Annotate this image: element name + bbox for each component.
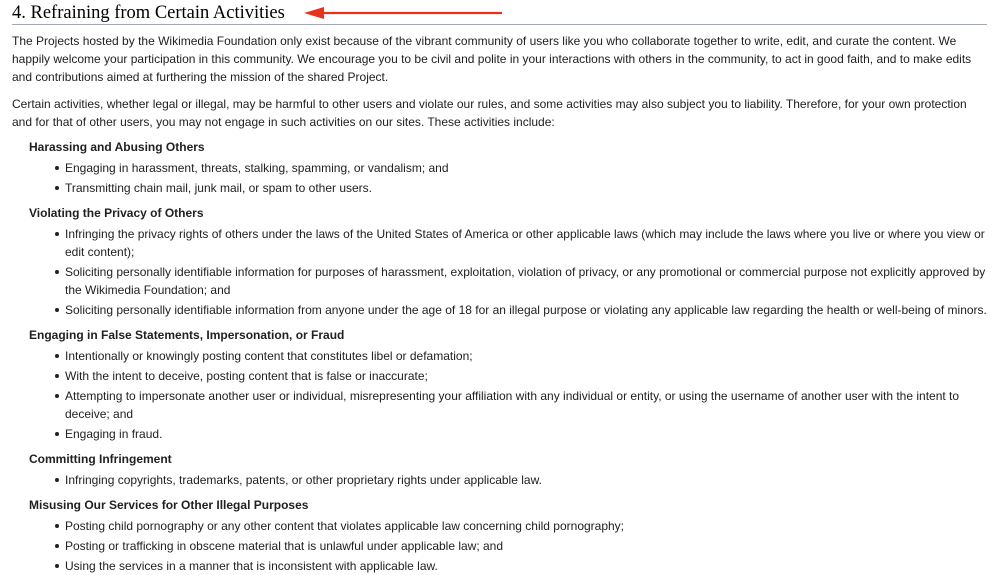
list-item: Posting child pornography or any other content that violates applicable law concerning child pornography; — [65, 517, 987, 535]
heading-divider — [12, 24, 987, 25]
bullet-list — [12, 471, 987, 489]
list-item: Soliciting personally identifiable information from anyone under the age of 18 for an illegal purpose or violating any applicable law regarding the health or well-being of minors. — [65, 303, 987, 317]
section-title: Harassing and Abusing Others — [29, 140, 205, 154]
list-item: Posting or trafficking in obscene material that is unlawful under applicable law; and — [65, 537, 987, 555]
list-item: Infringing copyrights, trademarks, patents, or other proprietary rights under applicable law. — [65, 471, 987, 489]
section-heading: 4. Refraining from Certain Activities — [12, 3, 285, 23]
section-harassing — [12, 138, 987, 197]
arrow-head — [304, 7, 324, 19]
section-heading-row — [12, 0, 987, 27]
section-title: Engaging in False Statements, Impersonation, or Fraud — [29, 328, 345, 342]
bullet-list — [12, 159, 987, 197]
list-item: Infringing the privacy rights of others under the laws of the United States of America or other applicable laws (which may include the laws where you live or where you view or edit content); — [65, 225, 987, 261]
arrow-left-icon — [304, 3, 504, 23]
bullet-list — [12, 517, 987, 575]
list-item: Soliciting personally identifiable information for purposes of harassment, exploitation, violation of privacy, or any promotional or commercial purpose not explicitly approved by the Wikimedia Foundation; and — [65, 265, 986, 297]
section-false-statements — [12, 326, 987, 443]
section-infringement — [12, 450, 987, 489]
list-item: With the intent to deceive, posting content that is false or inaccurate; — [65, 367, 987, 385]
list-item: Attempting to impersonate another user or individual, misrepresenting your affiliation with any individual or entity, or using the username of another user with the intent to deceive; and — [65, 387, 987, 423]
section-title: Misusing Our Services for Other Illegal Purposes — [29, 498, 309, 512]
section-title: Violating the Privacy of Others — [29, 206, 204, 220]
bullet-list — [12, 225, 987, 319]
bullet-list — [12, 347, 987, 443]
list-item: Intentionally or knowingly posting content that constitutes libel or defamation; — [65, 347, 987, 365]
section-privacy — [12, 204, 987, 319]
list-item: Transmitting chain mail, junk mail, or spam to other users. — [65, 179, 987, 197]
list-item: Engaging in fraud. — [65, 425, 987, 443]
list-item: Using the services in a manner that is inconsistent with applicable law. — [65, 557, 987, 575]
intro-paragraph: Certain activities, whether legal or illegal, may be harmful to other users and violate our rules, and some activities may also subject you to liability. Therefore, for your own protection and for that of other users, you may not engage in such activities on our sites. These activities include: — [12, 97, 967, 129]
section-title: Committing Infringement — [29, 452, 172, 466]
intro-paragraph: The Projects hosted by the Wikimedia Foundation only exist because of the vibrant community of users like you who collaborate together to write, edit, and curate the content. We happily welcome your participation in this community. We encourage you to be civil and polite in your interactions with others in the community, to act in good faith, and to make edits and contributions aimed at furthering the mission of the shared Project. — [12, 34, 972, 84]
list-item: Engaging in harassment, threats, stalking, spamming, or vandalism; and — [65, 159, 987, 177]
